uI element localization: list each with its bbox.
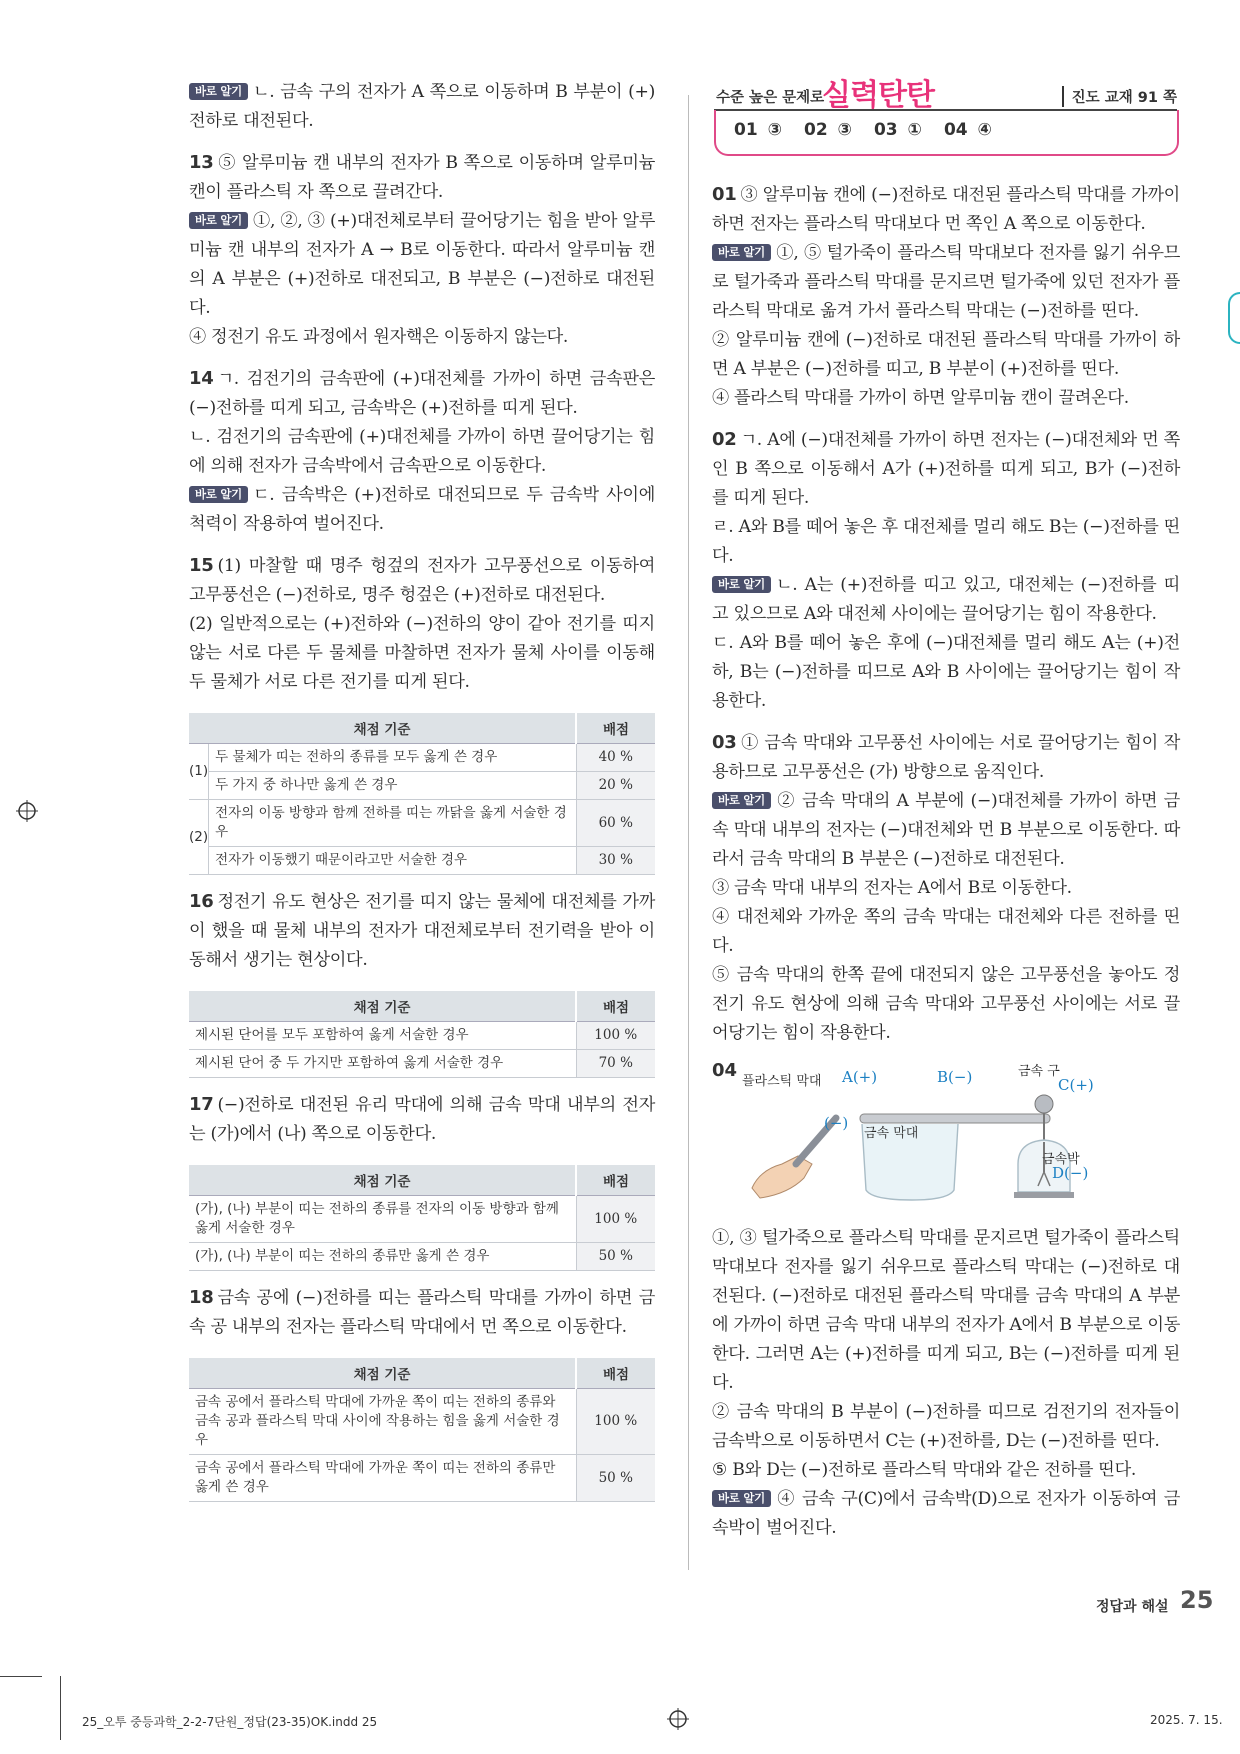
column-divider [688,95,689,1570]
question-number: 14 [189,368,214,389]
label-plastic-rod: 플라스틱 막대 [742,1074,822,1089]
scoring-table-16: 채점 기준 배점 제시된 단어를 모두 포함하여 옳게 서술한 경우 100 % 제시된 단어 중 두 가지만 포함하여 옳게 서술한 경우 70 % [189,991,655,1078]
question-number: 02 [712,429,737,450]
fix-badge: 바로 알기 [712,1490,771,1507]
section-label: 수준 높은 문제로 [716,90,825,106]
registration-mark-icon [16,800,38,822]
question-15: 15 (1) 마찰할 때 명주 헝겊의 전자가 고무풍선으로 이동하여 고무풍선은 (−)전하로, 명주 헝겊은 (+)전하로 대전된다. (2) 일반적으로는 (+)전하와 (−)전하의 양이 같아 전기를 띠지 않는 서로 다른 두 물체를 마찰하면 전자가 물체 사이를 이동해 두 물체가 서로 다른 전기를 띠게 된다. 채점 기준 배점 (1) 두 물체가 띠는 전하의 종류를 모두 옳게 쓴 경우 40 % 두 가지 중 하나만 옳게 쓴 경우 20 % (2) 전자의 이동 방향과 함께 전하를 띠는 까닭을 옳게 서술한 경우 60 % 전자가 이동했기 때문이라고만 서술한 경우 30 % [189,551,655,875]
electroscope-diagram [712,1060,1180,1210]
question-01: 01 ③ 알루미늄 캔에 (−)전하로 대전된 플라스틱 막대를 가까이 하면 전자는 플라스틱 막대보다 먼 쪽인 A 쪽으로 이동한다. 바로 알기 ①, ⑤ 털가죽이 플라스틱 막대보다 전자를 잃기 쉬우므로 털가죽과 플라스틱 막대를 문지르면 털가죽에 있던 전자가 플라스틱 막대로 옮겨 가서 플라스틱 막대는 (−)전하를 띤다. ② 알루미늄 캔에 (−)전하로 대전된 플라스틱 막대를 가까이 하면 A 부분은 (−)전하를 띠고, B 부분이 (+)전하를 띤다. ④ 플라스틱 막대를 가까이 하면 알루미늄 캔이 끌려온다. [712,184,1180,408]
question-17: 17 (−)전하로 대전된 유리 막대에 의해 금속 막대 내부의 전자는 (가)에서 (나) 쪽으로 이동한다. 채점 기준 배점 (가), (나) 부분이 띠는 전하의 종류를 전자의 이동 방향과 함께 옳게 서술한 경우 100 % (가), (나) 부분이 띠는 전하의 종류만 옳게 쓴 경우 50 % [189,1090,655,1271]
crop-mark [0,1676,42,1677]
label-c: C(+) [1058,1076,1094,1094]
file-name: 25_오투 중등과학_2-2-7단원_정답(23-35)OK.indd 25 [82,1715,378,1729]
crop-mark [60,1676,61,1740]
question-02: 02 ㄱ. A에 (−)대전체를 가까이 하면 전자는 (−)대전체와 먼 쪽인 B 쪽으로 이동해서 A가 (+)전하를 띠게 되고, B가 (−)전하를 띠게 된다. ㄹ. A와 B를 떼어 놓은 후 대전체를 멀리 해도 B는 (−)전하를 띤다. 바로 알기 ㄴ. A는 (+)전하를 띠고 있고, 대전체는 (−)전하를 띠고 있으므로 A와 대전체 사이에는 끌어당기는 힘이 작용한다. ㄷ. A와 B를 떼어 놓은 후에 (−)대전체를 멀리 해도 A는 (+)전하, B는 (−)전하를 띠므로 A와 B 사이에는 끌어당기는 힘이 작용한다. [712,429,1181,711]
label-a: A(+) [842,1068,878,1086]
fix-badge: 바로 알기 [712,792,771,809]
question-16: 16 정전기 유도 현상은 전기를 띠지 않는 물체에 대전체를 가까이 했을 때 물체 내부의 전자가 대전체로부터 전기력을 받아 이동해서 생기는 현상이다. 채점 기준 배점 제시된 단어를 모두 포함하여 옳게 서술한 경우 100 % 제시된 단어 중 두 가지만 포함하여 옳게 서술한 경우 70 % [189,887,655,1078]
question-number: 15 [189,555,214,576]
answer-key-box [714,110,1179,156]
label-metal-bar: 금속 막대 [864,1126,919,1141]
section-header [714,66,1177,162]
question-number: 01 [712,184,737,205]
scoring-table-18: 채점 기준 배점 금속 공에서 플라스틱 막대에 가까운 쪽이 띠는 전하의 종류와 금속 공과 플라스틱 막대 사이에 작용하는 힘을 옳게 서술한 경우 100 % 금속 공에서 플라스틱 막대에 가까운 쪽이 띠는 전하의 종류만 옳게 쓴 경우 50 % [189,1358,655,1502]
fix-badge: 바로 알기 [712,244,771,261]
question-13: 13 ⑤ 알루미늄 캔 내부의 전자가 B 쪽으로 이동하며 알루미늄 캔이 플라스틱 자 쪽으로 끌려간다. 바로 알기 ①, ②, ③ (+)대전체로부터 끌어당기는 힘을 받아 알루미늄 캔 내부의 전자가 A → B로 이동한다. 따라서 알루미늄 캔의 A 부분은 (+)전하로 대전되고, B 부분은 (−)전하로 대전된다. ④ 정전기 유도 과정에서 원자핵은 이동하지 않는다. [189,152,655,347]
fix-badge: 바로 알기 [189,212,248,229]
answer-02: 02 ③ [803,120,852,140]
question-number: 03 [712,732,737,753]
scoring-table-17: 채점 기준 배점 (가), (나) 부분이 띠는 전하의 종류를 전자의 이동 방향과 함께 옳게 서술한 경우 100 % (가), (나) 부분이 띠는 전하의 종류만 옳게 쓴 경우 50 % [189,1165,655,1271]
fix-badge: 바로 알기 [189,486,248,503]
registration-mark-icon [667,1708,689,1730]
question-18: 18 금속 공에 (−)전하를 띠는 플라스틱 막대를 가까이 하면 금속 공 내부의 전자는 플라스틱 막대에서 먼 쪽으로 이동한다. 채점 기준 배점 금속 공에서 플라스틱 막대에 가까운 쪽이 띠는 전하의 종류와 금속 공과 플라스틱 막대 사이에 작용하는 힘을 옳게 서술한 경우 100 % 금속 공에서 플라스틱 막대에 가까운 쪽이 띠는 전하의 종류만 옳게 쓴 경우 50 % [189,1283,655,1502]
question-number: 13 [189,152,214,173]
answer-03: 03 ① [873,120,922,140]
top-note: 바로 알기 ㄴ. 금속 구의 전자가 A 쪽으로 이동하며 B 부분이 (+)전하로 대전된다. [189,82,655,131]
answer-key [734,120,1014,140]
print-date: 2025. 7. 15. [1150,1713,1223,1727]
label-b: B(−) [937,1068,973,1086]
right-column [712,180,1180,1543]
answer-04: 04 ④ [943,120,992,140]
left-column [189,78,655,1512]
section-footer-label: 정답과 해설 [1096,1599,1169,1615]
fix-badge: 바로 알기 [712,576,771,593]
question-14: 14 ㄱ. 검전기의 금속판에 (+)대전체를 가까이 하면 금속판은 (−)전하를 띠게 되고, 금속박은 (+)전하를 띠게 된다. ㄴ. 검전기의 금속판에 (+)대전체를 가까이 하면 끌어당기는 힘에 의해 전자가 금속박에서 금속판으로 이동한다. 바로 알기 ㄷ. 금속박은 (+)전하로 대전되므로 두 금속박 사이에 척력이 작용하여 벌어진다. [189,368,655,534]
question-number: 18 [189,1287,214,1308]
label-negative: (−) [824,1114,849,1132]
question-number: 04 [712,1060,738,1081]
page-number: 25 [1180,1586,1214,1614]
edge-tab [1228,292,1240,344]
scoring-table-15: 채점 기준 배점 (1) 두 물체가 띠는 전하의 종류를 모두 옳게 쓴 경우 40 % 두 가지 중 하나만 옳게 쓴 경우 20 % (2) 전자의 이동 방향과 함께 전하를 띠는 까닭을 옳게 서술한 경우 60 % 전자가 이동했기 때문이라고만 서술한 경우 30 % [189,713,655,875]
section-title: 실력탄탄 [822,78,934,113]
label-metal-leaf: 금속박 [1042,1152,1080,1167]
answer-01: 01 ③ [734,120,782,140]
question-03: 03 ① 금속 막대와 고무풍선 사이에는 서로 끌어당기는 힘이 작용하므로 고무풍선은 (가) 방향으로 움직인다. 바로 알기 ② 금속 막대의 A 부분에 (−)대전체를 가까이 하면 금속 막대 내부의 전자는 (−)대전체와 먼 B 부분으로 이동한다. 따라서 금속 막대의 B 부분은 (−)전하로 대전된다. ③ 금속 막대 내부의 전자는 A에서 B로 이동한다. ④ 대전체와 가까운 쪽의 금속 막대는 대전체와 다른 전하를 띤다. ⑤ 금속 막대의 한쪽 끝에 대전되지 않은 고무풍선을 놓아도 정전기 유도 현상에 의해 금속 막대와 고무풍선 사이에는 서로 끌어당기는 힘이 작용한다. [712,732,1180,1043]
question-number: 17 [189,1094,214,1115]
textbook-reference: 진도 교재 91 쪽 [1062,86,1177,107]
fix-badge: 바로 알기 [189,83,248,100]
question-04: 04 플라스틱 막대 A(+) B(−) (−) 금속 막대 금속 구 C(+) 금속박 D(−) ①, ③ 털가죽으로 플라스틱 막대를 문지르면 털가죽이 플라스틱 막대보다 전자를 잃기 쉬우므로 플라스틱 막대는 (−)전하로 대전된다. (−)전하로 대전된 플라스틱 막대를 금속 막대의 A 부분에 가까이 하면 금속 막대 내부의 전자가 A에서 B 부분으로 이동한다. 그러면 A는 (+)전하를 띠게 되고, B는 (−)전하를 띠게 된다. ② 금속 막대의 B 부분이 (−)전하를 띠므로 검전기의 전자들이 금속박으로 이동하면서 C는 (+)전하를, D는 (−)전하를 띤다. ⑤ B와 D는 (−)전하로 플라스틱 막대와 같은 전하를 띤다. 바로 알기 ④ 금속 구(C)에서 금속박(D)으로 전자가 이동하여 금속박이 벌어진다. [712,1060,1180,1538]
label-d: D(−) [1052,1164,1089,1182]
label-metal-ball: 금속 구 [1018,1064,1060,1079]
question-number: 16 [189,891,214,912]
